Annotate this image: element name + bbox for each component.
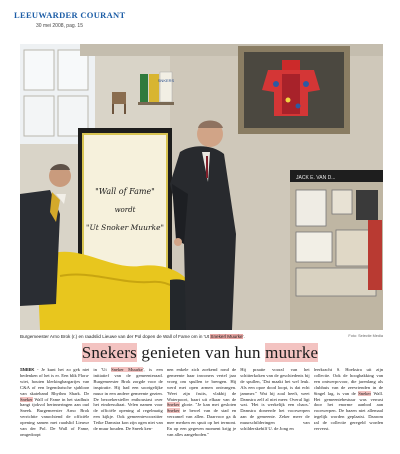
tin-boxes [138,72,175,105]
headline [0,343,400,363]
page-header [14,10,386,36]
dateline-city: SNEEK [20,367,35,372]
article-column [240,367,309,447]
caption-end: '. [242,334,245,339]
highlighted-term: Sneker [166,408,180,414]
newspaper-masthead: LEEUWARDER COURANT [14,10,126,20]
caption-highlight: Snekerl Muurke [210,334,243,339]
article-body [20,367,383,447]
article-text: - Je kunt het zo gek niet bedenken of het is er. Een blik Flora-wiet, houten klerkingbargarijes van C&A of een legendarische sjabloon van skateband Rhythm Shark. De [20,367,90,396]
article-text: glorie. "Je kan met gesloten [179,402,237,408]
article-column [167,367,236,447]
caption-text: Burgemeester Arno Brok (r.) en raadslid Lieuwe van der Pol dopen de Wall of Fame om in 'Ut [20,334,211,339]
article-photo [20,44,383,330]
article-text: te bewel van de stad en verzamel van allen. Daarvoor ga ik mee merken en spuit op het termont. En op een gegeven moment krijg je van alles aangeboden." [166,408,237,437]
article-text: leerkracht S. Hoekstra uit zijn collectie. Ook de hoogbakking van een ontwerpcvoor, die jarenlang als clubhuis van de zeevrienden in de Singel lag, is van de [313,367,384,396]
highlighted-term: Sneker [166,402,180,408]
headline-word-snekers: Snekers [81,343,137,362]
article-text: in 'Ut [93,367,112,372]
sign-line-2: wordt [114,206,136,214]
article-text: Hij praatte vooral van het schitterkoken van de geschiedenis bij de spullen, 'Dat maakt het wel leuk. Als een opoe dood loopt, is dat echt jammer." Wat hij zoal heeft, weet Damstra zelf al niet meer. Overal ligt wat. 'Het is werkelijk een chaos.' Damstra doneerde het voorwerpen aan de gemeente. Zeker meer de muurschilderingen van schilderskebilf U. de Jong en [240,367,310,432]
highlighted-term: Sneker Muurke [111,367,143,372]
article-column [93,367,162,447]
headline-word-muurke: muurke [265,343,319,362]
dateline: 30 mei 2008, pag. 15 [36,23,83,29]
article-text: nen enkele zich zoekend rond de gemeente haar inwoners vertel jaar vroeg om spullen te brengen. Hij werd met open armen ontvangen. 'Weet zijn fruits, vlakbij de Waterpoort, baart uit elkaar van de [166,367,237,402]
highlighted-term: Sneker [20,396,33,402]
article-text: ', is een initiatief van de gemeenteraad. Burgemeester Brok zorgde voor de inspiratie. Hij had een soortgelijke muur in een andere gemeente gezien. De bezoekersteller enthousiast over het eindresultaat. Velen namen voor de officiële opening al regelmatig een kijkje. Ook gemeentevoorzitter Teike Damstra kon zijn ogen niet van de muur houden. De Sneek ken- [93,367,163,432]
tin-label: SNKERS [157,78,175,83]
headline-middle: genieten van hun [136,343,266,362]
sign-line-1: "Wall of Fame" [95,187,155,196]
highlighted-term: Sneker [358,390,371,396]
shelf-unit [290,170,383,330]
kimono-display-case [238,46,350,134]
photo-caption [20,334,320,339]
article-text: Wall. Het gemeentebestuur was verrast door het enorme aanbod aan voorwerpen. De bazen niet allemaal tegelijk worden geplaatst. Daarom zal de collectie geregeld worden ververst. [313,390,384,432]
photo-credit: Foto: Selectie Media [348,334,383,338]
article-column [20,367,89,447]
sign-line-3: "Ut Snoker Muurke" [86,223,164,232]
article-text: Wall of Fame in het stadhuis hangt tjokvol herinneringen aan oud Sneek. Burgemeester Arno Brok verrichtte vanochtend de officiële opening samen met raadslid Lieuwe van der Pol. De Wall of Fame, omgedoopt [20,396,90,437]
shelf-label: JACK E. VAN D... [296,175,336,181]
photo-caption-row [20,333,383,342]
article-column [314,367,383,447]
